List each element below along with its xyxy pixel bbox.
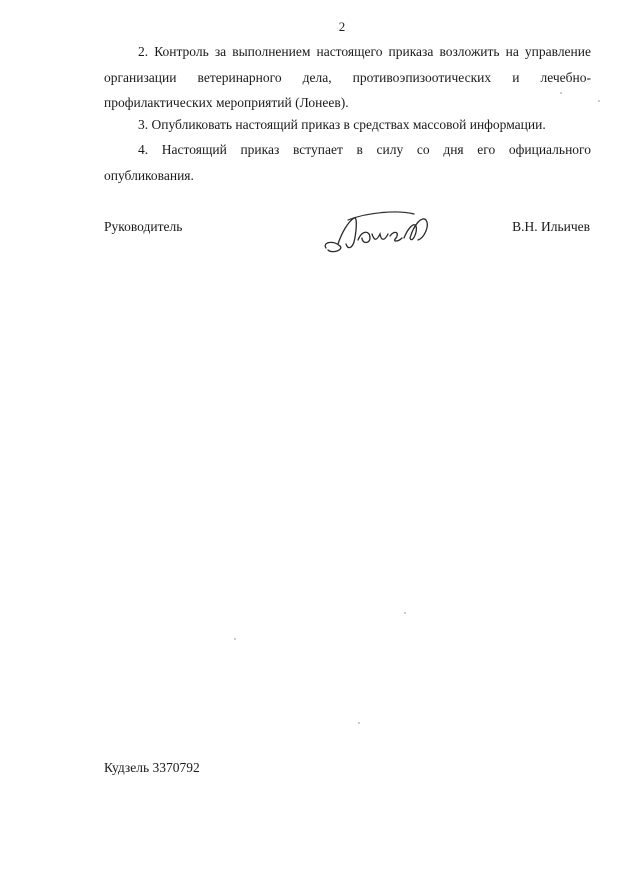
paragraph-text: 4. Настоящий приказ вступает в силу со дня его официального опубликования.	[104, 142, 591, 183]
page-number: 2	[338, 19, 346, 34]
executor-contact: Кудзель 3370792	[104, 760, 200, 775]
paragraph-item-2	[104, 39, 591, 116]
scan-speck	[358, 722, 360, 724]
paragraph-text: 3. Опубликовать настоящий приказ в средствах массовой информации.	[138, 117, 546, 132]
handwritten-signature	[318, 204, 438, 264]
scan-speck	[234, 638, 236, 640]
scan-speck	[560, 92, 562, 94]
scan-speck	[598, 100, 600, 102]
paragraph-text: 2. Контроль за выполнением настоящего приказа возложить на управление организации ветеринарного дела, противоэпизоотических и лечебно-профилактических мероприятий (Лонеев).	[104, 44, 591, 110]
signatory-title: Руководитель	[104, 219, 183, 234]
scan-speck	[404, 612, 406, 614]
paragraph-item-4	[104, 137, 591, 188]
signatory-name: В.Н. Ильичев	[512, 219, 590, 234]
paragraph-item-3	[104, 112, 591, 138]
